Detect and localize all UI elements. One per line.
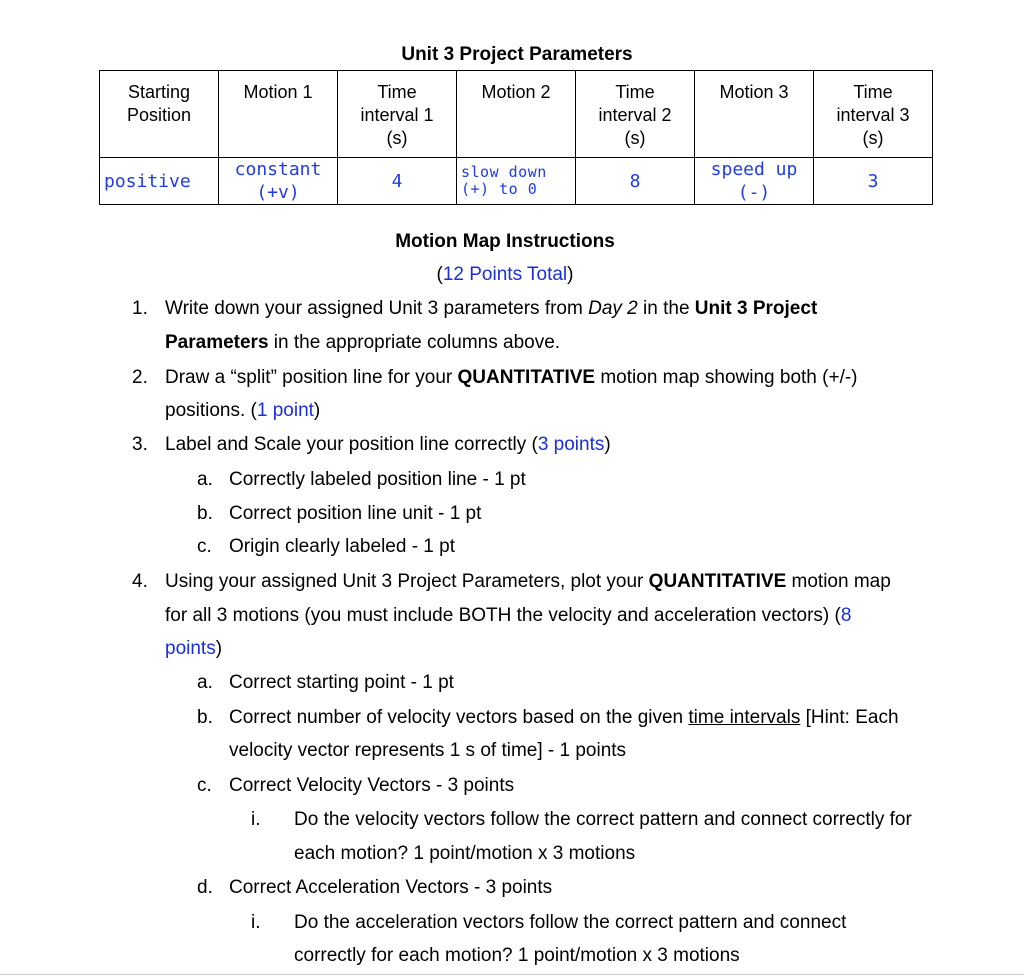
header-time-interval-1: Time interval 1 (s) — [338, 71, 457, 158]
item-3a-letter: a. — [197, 469, 213, 490]
item-4c-text: Correct Velocity Vectors - 3 points — [229, 775, 515, 796]
item-2-line-2: positions. (1 point) — [165, 400, 321, 421]
item-3-line-1: Label and Scale your position line correctly (3 points) — [165, 434, 611, 455]
item-4d-letter: d. — [197, 877, 213, 898]
item-4c-i-numeral: i. — [251, 809, 261, 830]
cell-motion-3: speed up (-) — [695, 158, 814, 205]
cell-time-interval-2: 8 — [576, 158, 695, 205]
item-1-line-2: Parameters in the appropriate columns above. — [165, 332, 561, 353]
table-header-row — [100, 71, 933, 158]
item-4d-i-numeral: i. — [251, 912, 261, 933]
table-title: Unit 3 Project Parameters — [401, 44, 633, 65]
cell-time-interval-1: 4 — [338, 158, 457, 205]
cell-motion-1: constant (+v) — [219, 158, 338, 205]
header-starting-position: Starting Position — [100, 71, 219, 158]
item-3c-text: Origin clearly labeled - 1 pt — [229, 536, 455, 557]
item-4a-letter: a. — [197, 672, 213, 693]
parameters-table — [99, 70, 933, 205]
page-bottom-divider — [0, 974, 1024, 975]
header-motion-2: Motion 2 — [457, 71, 576, 158]
item-3b-letter: b. — [197, 503, 213, 524]
points-total: (12 Points Total) — [436, 264, 574, 285]
cell-starting-position: positive — [100, 158, 219, 205]
item-4b-line-1: Correct number of velocity vectors based on the given time intervals [Hint: Each — [229, 707, 899, 728]
header-motion-3: Motion 3 — [695, 71, 814, 158]
item-4b-letter: b. — [197, 707, 213, 728]
item-4c-i-line-1: Do the velocity vectors follow the correct pattern and connect correctly for — [294, 809, 912, 830]
item-1-number: 1. — [132, 298, 148, 319]
instructions-title: Motion Map Instructions — [395, 231, 615, 252]
item-4d-i-line-2: correctly for each motion? 1 point/motion x 3 motions — [294, 945, 740, 966]
item-3b-text: Correct position line unit - 1 pt — [229, 503, 482, 524]
header-time-interval-3: Time interval 3 (s) — [814, 71, 933, 158]
item-4c-i-line-2: each motion? 1 point/motion x 3 motions — [294, 843, 636, 864]
header-motion-1: Motion 1 — [219, 71, 338, 158]
item-4-line-1: Using your assigned Unit 3 Project Parameters, plot your QUANTITATIVE motion map — [165, 571, 891, 592]
item-2-line-1: Draw a “split” position line for your QUANTITATIVE motion map showing both (+/-) — [165, 367, 858, 388]
item-4d-text: Correct Acceleration Vectors - 3 points — [229, 877, 553, 898]
cell-time-interval-3: 3 — [814, 158, 933, 205]
item-3a-text: Correctly labeled position line - 1 pt — [229, 469, 526, 490]
item-4c-letter: c. — [197, 775, 212, 796]
item-4-line-3: points) — [165, 638, 223, 659]
header-time-interval-2: Time interval 2 (s) — [576, 71, 695, 158]
item-4d-i-line-1: Do the acceleration vectors follow the correct pattern and connect — [294, 912, 847, 933]
table-row — [100, 158, 933, 205]
item-4a-text: Correct starting point - 1 pt — [229, 672, 454, 693]
item-4-line-2: for all 3 motions (you must include BOTH the velocity and acceleration vectors) (8 — [165, 605, 852, 626]
item-1-line-1: Write down your assigned Unit 3 parameters from Day 2 in the Unit 3 Project — [165, 298, 818, 319]
item-2-number: 2. — [132, 367, 148, 388]
item-4b-line-2: velocity vector represents 1 s of time] - 1 points — [229, 740, 627, 761]
cell-motion-2: slow down (+) to 0 — [457, 158, 576, 205]
item-4-number: 4. — [132, 571, 148, 592]
item-3c-letter: c. — [197, 536, 212, 557]
item-3-number: 3. — [132, 434, 148, 455]
